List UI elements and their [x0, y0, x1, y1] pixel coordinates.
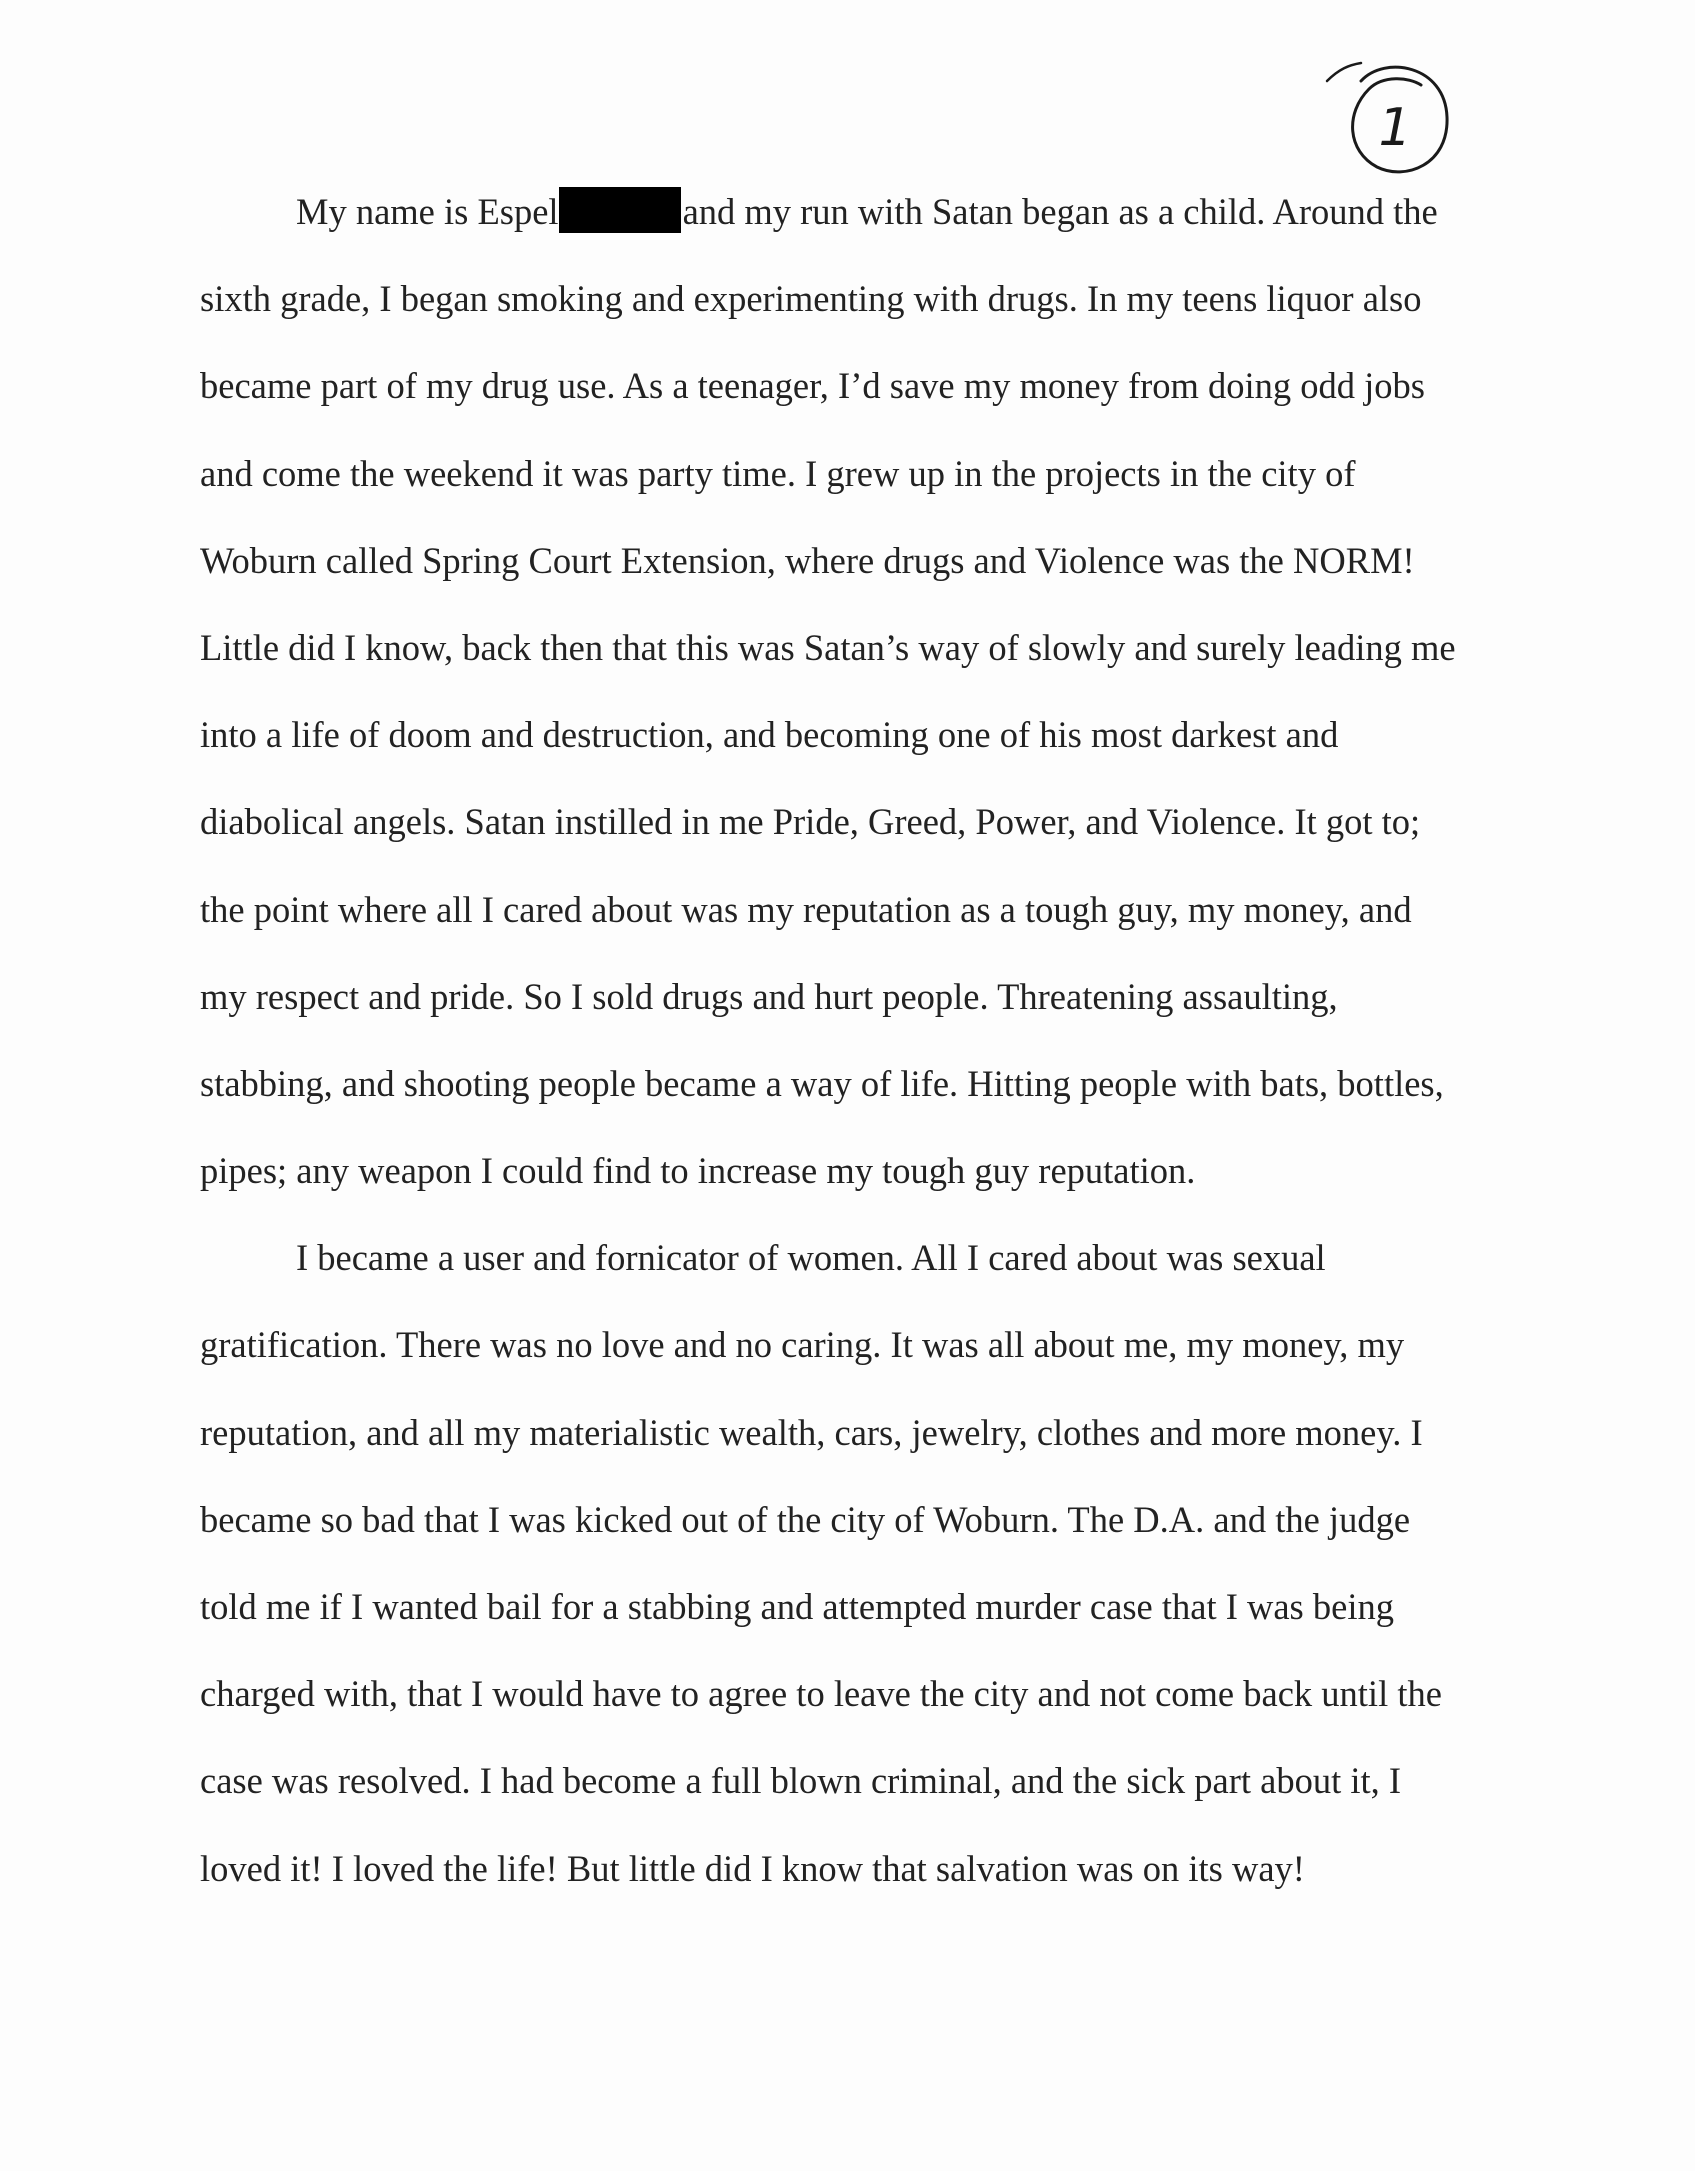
- text-line: my respect and pride. So I sold drugs and hurt people. Threatening assaulting,: [200, 975, 1338, 1017]
- redaction-box: [559, 187, 681, 233]
- text-line: pipes; any weapon I could find to increase my tough guy reputation.: [200, 1150, 1196, 1192]
- text-fragment: My name is Espel: [296, 191, 559, 232]
- text-line: Little did I know, back then that this was Satan’s way of slowly and surely leading me: [200, 626, 1456, 668]
- text-line: loved it! I loved the life! But little did I know that salvation was on its way!: [200, 1847, 1305, 1889]
- text-fragment: and my run with Satan began as a child. Around the: [682, 191, 1438, 232]
- text-line: became part of my drug use. As a teenager, I’d save my money from doing odd jobs: [200, 365, 1426, 407]
- text-line: case was resolved. I had become a full blown criminal, and the sick part about it, I: [200, 1760, 1402, 1802]
- text-line: reputation, and all my materialistic wealth, cars, jewelry, clothes and more money. I: [200, 1411, 1423, 1453]
- paragraph-2: [200, 1214, 1500, 1912]
- text-line: stabbing, and shooting people became a way of life. Hitting people with bats, bottles,: [200, 1062, 1444, 1104]
- paragraph-1: [200, 168, 1500, 1214]
- text-line: [200, 168, 1500, 255]
- text-line: sixth grade, I began smoking and experimenting with drugs. In my teens liquor also: [200, 278, 1422, 320]
- text-line: I became a user and fornicator of women. All I cared about was sexual: [296, 1237, 1326, 1279]
- text-line: and come the weekend it was party time. I grew up in the projects in the city of: [200, 452, 1356, 494]
- text-line: charged with, that I would have to agree to leave the city and not come back until the: [200, 1673, 1442, 1715]
- text-line: became so bad that I was kicked out of the city of Woburn. The D.A. and the judge: [200, 1498, 1411, 1540]
- document-body: [200, 168, 1500, 1912]
- text-line: diabolical angels. Satan instilled in me Pride, Greed, Power, and Violence. It got to;: [200, 801, 1421, 843]
- circled-number-icon: [1325, 55, 1455, 185]
- text-line: the point where all I cared about was my reputation as a tough guy, my money, and: [200, 888, 1412, 930]
- text-line: gratification. There was no love and no caring. It was all about me, my money, my: [200, 1324, 1405, 1366]
- text-line: Woburn called Spring Court Extension, where drugs and Violence was the NORM!: [200, 539, 1415, 581]
- page-number-text: 1: [1378, 98, 1412, 158]
- text-line: into a life of doom and destruction, and becoming one of his most darkest and: [200, 714, 1339, 756]
- handwritten-page-number: [1325, 55, 1455, 185]
- text-line: told me if I wanted bail for a stabbing and attempted murder case that I was being: [200, 1586, 1394, 1627]
